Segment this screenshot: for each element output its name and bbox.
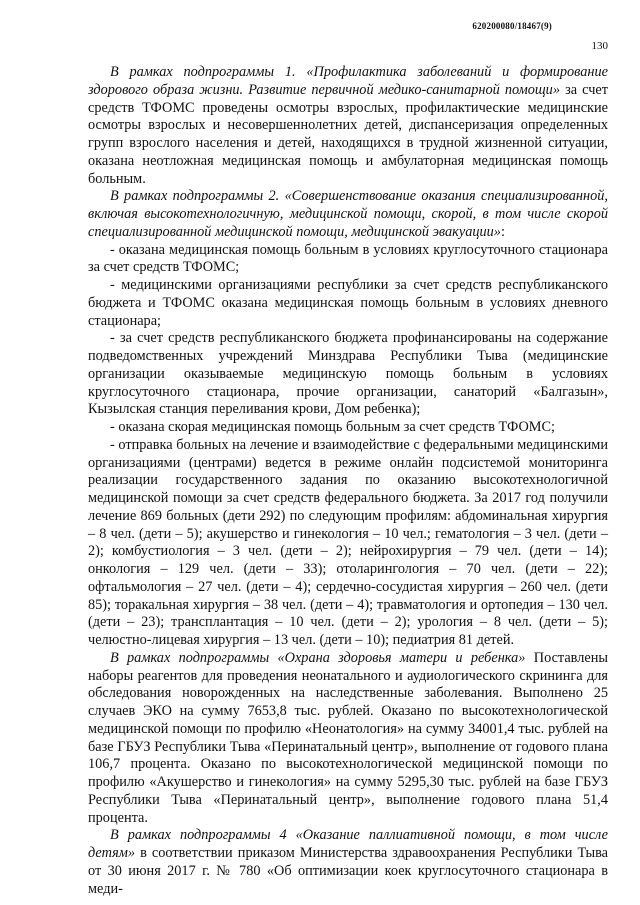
list-item [88, 242, 608, 278]
paragraph-italic-lead: В рамках подпрограммы 1. «Профилактика заболеваний и формирование здорового образа жизни. Развитие первичной медико-санитарной помощи» [88, 64, 608, 98]
document-code: 620200080/18467(9) [472, 21, 552, 31]
list-item-text: - оказана медицинская помощь больным в условиях круглосуточного стационара за счет средств ТФОМС; [88, 241, 608, 276]
paragraph-italic-lead: В рамках подпрограммы 2. «Совершенствование оказания специализированной, включая высокотехнологичную, медицинской помощи, скорой, в том числе скорой специализированной медицинской помощи, медицинской эвакуации» [88, 188, 608, 240]
list-item-text: - отправка больных на лечение и взаимодействие с федеральными медицинскими организациями (центрами) ведется в режиме онлайн подсистемой мониторинга реализации государственного задания по оказанию высокотехнологичной медицинской помощи за счет средств федерального бюджета. За 2017 год получили лечение 869 больных (дети 292) по следующим профилям: абдоминальная хирургия – 8 чел. (дети – 5); акушерство и гинекология – 10 чел.; гематология – 3 чел. (дети – 2); комбустиология – 3 чел. (дети – 2); нейрохирургия – 79 чел. (дети – 14); онкология – 129 чел. (дети – 33); отоларингология – 70 чел. (дети – 22); офтальмология – 27 чел. (дети – 4); сердечно-сосудистая хирургия – 260 чел. (дети 85); торакальная хирургия – 38 чел. (дети – 4); травматология и ортопедия – 130 чел. (дети – 23); трансплантация – 10 чел. (дети – 2); урология – 8 чел. (дети – 5); челюстно-лицевая хирургия – 13 чел. (дети – 10); педиатрия 81 детей. [88, 436, 608, 648]
paragraph-text: в соответствии приказом Министерства здравоохранения Республики Тыва от 30 июня 2017 г. № 780 «Об оптимизации коек круглосуточного стационара в меди- [88, 845, 608, 897]
list-item [88, 437, 608, 650]
paragraph-maternal-health [88, 650, 608, 828]
list-item-text: - оказана скорая медицинская помощь больным за счет средств ТФОМС; [110, 419, 555, 435]
list-item-text: - медицинскими организациями республики за счет средств республиканского бюджета и ТФОМС оказана медицинская помощь больным в условиях дневного стационара; [88, 277, 608, 329]
list-item [88, 419, 608, 437]
list-item [88, 330, 608, 419]
document-body [88, 64, 608, 898]
list-item [88, 277, 608, 330]
page-number: 130 [591, 40, 608, 52]
paragraph-italic-lead: В рамках подпрограммы 4 «Оказание паллиативной помощи, в том числе детям» [88, 827, 608, 861]
paragraph-italic-lead: В рамках подпрограммы «Охрана здоровья матери и ребенка» [110, 649, 526, 666]
paragraph-subprogram-1 [88, 64, 608, 188]
paragraph-text: за счет средств ТФОМС проведены осмотры взрослых, профилактические медицинские осмотры взрослых и несовершеннолетних детей, диспансеризация определенных групп взрослого населения и детей, находящихся в трудной жизненной ситуации, оказана неотложная медицинская помощь и амбулаторная медицинская помощь больным. [88, 81, 608, 187]
list-item-text: - за счет средств республиканского бюджета профинансированы на содержание подведомственных учреждений Минздрава Республики Тыва (медицинские организации оказываемые медицинскую помощь больным в условиях круглосуточного стационара, прочие организации, санаторий «Балгазын», Кызылская станция переливания крови, Дом ребенка); [88, 330, 608, 418]
paragraph-subprogram-2 [88, 188, 608, 241]
paragraph-subprogram-4 [88, 827, 608, 898]
paragraph-text: : [500, 223, 505, 240]
paragraph-text: Поставлены наборы реагентов для проведения неонатального и аудиологического скрининга для обследования новорожденных на наследственные заболевания. Выполнено 25 случаев ЭКО на сумму 7653,8 тыс. рублей. Оказано по высокотехнологической медицинской помощи по профилю «Неонатология» на сумму 34001,4 тыс. рублей на базе ГБУЗ Республики Тыва «Перинатальный центр», выполнение от годового плана 106,7 процента. Оказано по высокотехнологической медицинской помощи по профилю «Акушерство и гинекология» на сумму 5295,30 тыс. рублей на базе ГБУЗ Республики Тыва «Перинатальный центр», выполнение годового плана 51,4 процента. [88, 649, 608, 826]
